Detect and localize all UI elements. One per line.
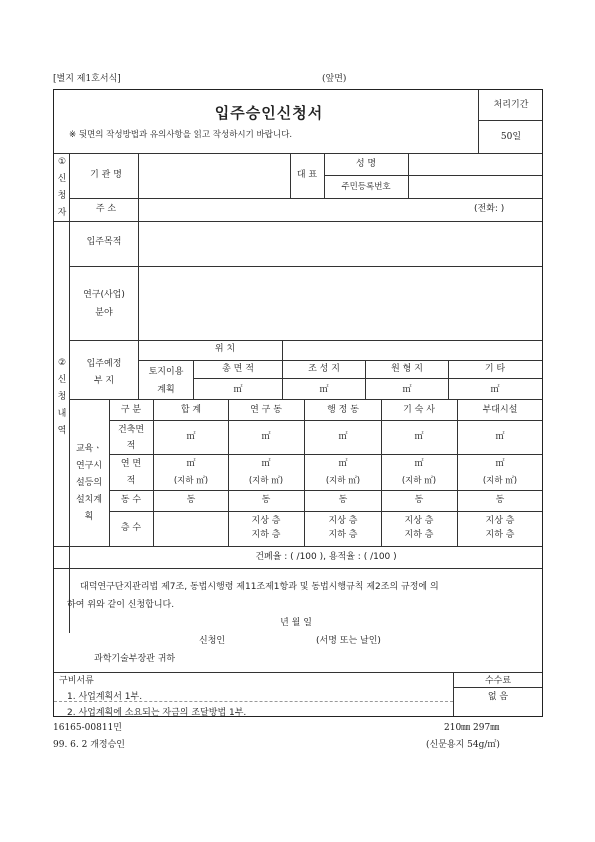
facility-header-research: 연 구 동	[250, 405, 282, 415]
building-count-cell[interactable]: 동	[338, 495, 348, 505]
form-title: 입주승인신청서	[214, 104, 324, 122]
building-area-cell[interactable]: ㎡	[186, 432, 196, 442]
purpose-field[interactable]	[140, 223, 540, 264]
research-field-label: 연구(사업)	[83, 290, 125, 300]
floors-above-cell[interactable]: 지상 층	[251, 516, 281, 526]
rep-name-field[interactable]	[410, 154, 540, 174]
instruction-note: ※ 뒷면의 작성방법과 유의사항을 읽고 작성하시기 바랍니다.	[69, 130, 293, 140]
form-code: 16165-00811민	[53, 723, 122, 733]
building-area-cell[interactable]: ㎡	[414, 432, 424, 442]
building-count-cell[interactable]: 동	[495, 495, 505, 505]
processing-period-label: 처리기간	[493, 100, 529, 110]
rep-name-label: 성 명	[355, 159, 377, 169]
land-use-header-total: 총 면 적	[222, 364, 254, 374]
land-use-header-natural: 원 형 지	[391, 364, 423, 374]
resident-number-field[interactable]	[410, 176, 540, 197]
facility-plan-label: 교육ㆍ	[75, 444, 103, 454]
recipient-label: 과학기술부장관 귀하	[94, 654, 176, 664]
applicant-section-number: ①	[57, 157, 67, 167]
floors-above-cell[interactable]: 지상 층	[328, 516, 358, 526]
application-section-label: 청	[57, 392, 67, 402]
land-use-label: 토지이용	[148, 367, 184, 377]
floor-area-basement[interactable]: (지하 ㎡)	[248, 476, 284, 486]
processing-period-value: 50일	[500, 132, 522, 142]
declaration-line-1: 대덕연구단지관리법 제7조, 동법시행령 제11조제1항과 및 동법시행규칙 제2조의 규정에 의	[80, 582, 439, 592]
building-area-label-2: 적	[126, 441, 136, 451]
facility-header-category: 구 분	[120, 405, 142, 415]
floor-area-cell[interactable]: ㎡	[495, 459, 505, 469]
building-area-label: 건축면	[117, 425, 145, 435]
required-document-item: 1. 사업계획서 1부.	[67, 692, 143, 702]
floor-area-cell[interactable]: ㎡	[414, 459, 424, 469]
location-field[interactable]	[284, 342, 540, 359]
fee-label: 수수료	[484, 676, 512, 686]
floor-area-basement[interactable]: (지하 ㎡)	[173, 476, 209, 486]
floor-area-cell[interactable]: ㎡	[338, 459, 348, 469]
floor-area-basement[interactable]: (지하 ㎡)	[325, 476, 361, 486]
land-use-label-2: 계획	[157, 385, 175, 395]
floor-area-cell[interactable]: ㎡	[186, 459, 196, 469]
required-documents-label: 구비서류	[59, 676, 94, 686]
fee-value: 없 음	[487, 692, 509, 702]
purpose-label: 입주목적	[86, 237, 122, 247]
land-use-unit[interactable]: ㎡	[490, 385, 500, 395]
floor-area-basement[interactable]: (지하 ㎡)	[482, 476, 518, 486]
floors-below-cell[interactable]: 지하 층	[404, 530, 434, 540]
facility-plan-label: 연구시	[75, 461, 103, 471]
research-field-field[interactable]	[140, 268, 540, 338]
land-use-unit[interactable]: ㎡	[402, 385, 412, 395]
address-field[interactable]	[140, 200, 460, 220]
required-document-item: 2. 사업계획에 소요되는 자금의 조달방법 1부.	[67, 708, 247, 718]
paper-spec: (신문용지 54g/㎡)	[426, 740, 500, 750]
application-form	[53, 89, 543, 717]
land-use-header-other: 기 타	[484, 364, 506, 374]
building-area-cell[interactable]: ㎡	[495, 432, 505, 442]
floors-label: 층 수	[120, 523, 142, 533]
building-count-cell[interactable]: 동	[186, 495, 196, 505]
facility-plan-label: 획	[84, 512, 94, 522]
declaration-date[interactable]: 년 월 일	[280, 618, 312, 628]
research-field-label-2: 분야	[95, 308, 113, 318]
floors-above-cell[interactable]: 지상 층	[404, 516, 434, 526]
building-count-cell[interactable]: 동	[414, 495, 424, 505]
floor-area-basement[interactable]: (지하 ㎡)	[401, 476, 437, 486]
floor-area-label-2: 적	[126, 476, 136, 486]
applicant-signature-label: 신청인	[199, 636, 226, 646]
signature-or-seal-label[interactable]: (서명 또는 날인)	[316, 636, 381, 646]
applicant-section-label: 자	[57, 208, 67, 218]
planned-site-label-2: 부 지	[93, 376, 115, 386]
representative-label: 대 표	[296, 170, 318, 180]
form-side-label: (앞면)	[322, 74, 347, 84]
coverage-ratio-text[interactable]: 건폐율 : ( /100 ), 용적율 : ( /100 )	[255, 552, 397, 562]
application-section-number: ②	[57, 358, 67, 368]
applicant-section-label: 청	[57, 191, 67, 201]
facility-header-dormitory: 기 숙 사	[403, 405, 435, 415]
location-label: 위 치	[214, 344, 236, 354]
org-name-label: 기 관 명	[90, 170, 122, 180]
application-section-label: 역	[57, 426, 67, 436]
land-use-header-developed: 조 성 지	[308, 364, 340, 374]
floors-below-cell[interactable]: 지하 층	[485, 530, 515, 540]
form-number: [별지 제1호서식]	[53, 74, 121, 84]
declaration-line-2: 하여 위와 같이 신청합니다.	[67, 600, 175, 610]
facility-header-admin: 행 정 동	[327, 405, 359, 415]
building-count-label: 동 수	[120, 495, 142, 505]
land-use-unit[interactable]: ㎡	[319, 385, 329, 395]
applicant-section-label: 신	[57, 174, 67, 184]
floors-below-cell[interactable]: 지하 층	[251, 530, 281, 540]
building-area-cell[interactable]: ㎡	[261, 432, 271, 442]
facility-plan-label: 설치계	[75, 495, 103, 505]
floors-below-cell[interactable]: 지하 층	[328, 530, 358, 540]
application-section-label: 내	[57, 409, 67, 419]
revision-approval: 99. 6. 2 개정승인	[53, 740, 125, 750]
application-section-label: 신	[57, 375, 67, 385]
building-count-cell[interactable]: 동	[261, 495, 271, 505]
building-area-cell[interactable]: ㎡	[338, 432, 348, 442]
floor-area-cell[interactable]: ㎡	[261, 459, 271, 469]
facility-header-auxiliary: 부대시설	[482, 405, 518, 415]
facility-header-total: 합 계	[180, 405, 202, 415]
land-use-unit[interactable]: ㎡	[233, 385, 243, 395]
floors-above-cell[interactable]: 지상 층	[485, 516, 515, 526]
phone-label: (전화: )	[474, 204, 505, 214]
floor-area-label: 연 면	[120, 459, 142, 469]
paper-size: 210㎜ 297㎜	[444, 723, 500, 733]
org-name-field[interactable]	[140, 154, 288, 198]
resident-number-label: 주민등록번호	[341, 182, 391, 192]
address-label: 주 소	[95, 204, 117, 214]
facility-plan-label: 설등의	[75, 478, 103, 488]
planned-site-label: 입주예정	[86, 359, 122, 369]
